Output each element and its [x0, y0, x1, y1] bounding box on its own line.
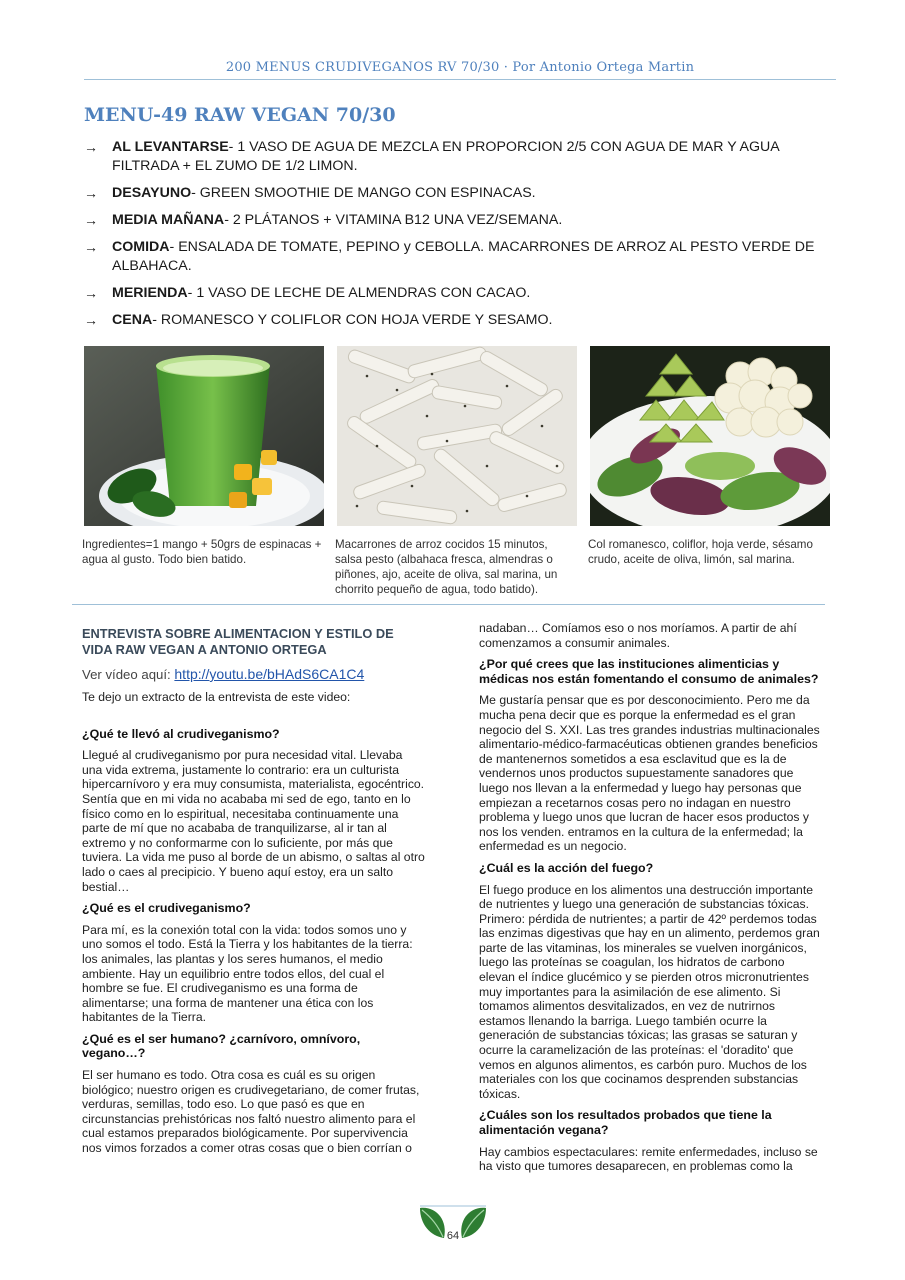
arrow-right-icon: → [84, 212, 98, 228]
video-link[interactable]: http://youtu.be/bHAdS6CA1C4 [174, 666, 365, 682]
menu-item-comida [84, 238, 824, 276]
running-header: 200 MENUS CRUDIVEGANOS RV 70/30 · Por Antonio Ortega Martin [225, 60, 695, 75]
menu-item-label: MERIENDA [112, 285, 188, 301]
pasta-illustration [337, 346, 577, 526]
menu-item-label: DESAYUNO [112, 185, 192, 201]
video-label: Ver vídeo aquí: [82, 667, 175, 682]
menu-item-text: - ENSALADA DE TOMATE, PEPINO y CEBOLLA. MACARRONES DE ARROZ AL PESTO VERDE DE ALBAHACA. [112, 239, 815, 274]
video-line [82, 666, 426, 683]
caption-pasta: Macarrones de arroz cocidos 15 minutos, salsa pesto (albahaca fresca, almendras o piñones, ajo, aceite de oliva, sal marina, un chorrito pequeño de agua, todo batido). [335, 538, 558, 596]
interview-left-column [82, 626, 426, 1163]
menu-item-text: - 2 PLÁTANOS + VITAMINA B12 UNA VEZ/SEMANA. [224, 212, 563, 228]
answer-continuation: nadaban… Comíamos eso o nos moríamos. A partir de ahí comenzamos a consumir animales. [479, 621, 797, 650]
interview-right-column [479, 621, 823, 1181]
arrow-right-icon: → [84, 285, 98, 301]
arrow-right-icon: → [84, 139, 98, 155]
question-heading: ¿Qué te llevó al crudiveganismo? [82, 726, 280, 741]
question-heading: ¿Cuál es la acción del fuego? [479, 860, 654, 875]
photo-romanesco [590, 346, 830, 526]
arrow-right-icon: → [84, 185, 98, 201]
question-heading: ¿Por qué crees que las instituciones alimenticias y médicas nos están fomentando el consumo de animales? [479, 657, 819, 686]
menu-item-media-manana [84, 211, 824, 230]
menu-item-al-levantarse [84, 138, 824, 176]
photo-rice-pasta [337, 346, 577, 526]
question-heading: ¿Cuáles son los resultados probados que tiene la alimentación vegana? [479, 1108, 772, 1137]
caption-smoothie: Ingredientes=1 mango + 50grs de espinacas + agua al gusto. Todo bien batido. [82, 538, 322, 566]
menu-item-merienda [84, 284, 824, 303]
menu-item-cena [84, 311, 824, 330]
menu-title: MENU-49 RAW VEGAN 70/30 [84, 104, 396, 126]
section-rule [72, 604, 825, 605]
interview-title: ENTREVISTA SOBRE ALIMENTACION Y ESTILO DE VIDA RAW VEGAN A ANTONIO ORTEGA [82, 626, 394, 657]
menu-item-label: CENA [112, 312, 153, 328]
page-number: 64 [446, 1230, 460, 1242]
smoothie-illustration [84, 346, 324, 526]
arrow-right-icon: → [84, 312, 98, 328]
answer-paragraph: Me gustaría pensar que es por desconocimiento. Pero me da mucha pena decir que es porque la enfermedad es el gran negocio del S. XXI. Las tres grandes industrias multinacionales alimentario-médico-farmacéuticas obtienen grandes beneficios de mantenernos sometidos a esa esclavitud que es la de vendernos unos productos supuestamente sanadores que luego nos llevan a la enfermedad y luego hay personas que empiezan a recetarnos cosas pero no indagan en nuestro problema y luego unos que lucran de hacer esos productos y nos los venden. entramos en la cultura de la enfermedad; la enfermedad es un negocio. [479, 693, 820, 854]
arrow-right-icon: → [84, 239, 98, 255]
menu-item-desayuno [84, 184, 824, 203]
menu-item-label: MEDIA MAÑANA [112, 212, 225, 228]
answer-paragraph: Hay cambios espectaculares: remite enfermedades, incluso se ha visto que tumores desaparecen, en problemas como la [479, 1144, 818, 1174]
header-rule [84, 79, 836, 80]
photo-green-smoothie [84, 346, 324, 526]
answer-paragraph: Para mí, es la conexión total con la vida: todos somos uno y uno somos el todo. Está la Tierra y los habitantes de la tierra: los animales, las plantas y los seres humanos, el medio ambiente. Hay un equilibrio entre todos ellos, del cual el hombre se fue. El crudiveganismo es una forma de alimentarse; una forma de mantener una ética con los habitantes de la Tierra. [82, 922, 413, 1025]
question-heading: ¿Qué es el crudiveganismo? [82, 901, 251, 916]
menu-item-text: - 1 VASO DE AGUA DE MEZCLA EN PROPORCION 2/5 CON AGUA DE MAR Y AGUA FILTRADA + EL ZUMO DE 1/2 LIMON. [112, 139, 779, 174]
answer-paragraph: El fuego produce en los alimentos una destrucción importante de nutrientes y luego una generación de substancias tóxicas. Primero: pérdida de nutrientes; a partir de 42º perdemos todas las enzimas digestivas que hay en un alimento, perdemos gran parte de las vitaminas, los minerales se vuelven inorgánicos, luego las proteínas se coagulan, los hidratos de carbono elevan el índice glucémico y se pierden otros micronutrientes muy importantes para la asimilación de ese alimento. Si tomamos alimentos desvitalizados, en vez de nutrirnos estamos llenando la barriga. Luego también ocurre la generación de substancias tóxicas; las grasas se saturan y ocurre la caramelización de las proteínas: el 'doradito' que vemos en algunos alimentos, es carbón puro. Muchos de los materiales con los que cocinamos desprenden substancias tóxicas. [479, 882, 820, 1101]
menu-list [84, 138, 824, 338]
menu-item-label: AL LEVANTARSE [112, 139, 229, 155]
menu-item-text: - 1 VASO DE LECHE DE ALMENDRAS CON CACAO. [187, 285, 531, 301]
interview-intro: Te dejo un extracto de la entrevista de este video: [82, 690, 351, 704]
question-heading: ¿Qué es el ser humano? ¿carnívoro, omnívoro, vegano…? [82, 1031, 361, 1061]
menu-item-label: COMIDA [112, 239, 170, 255]
caption-romanesco: Col romanesco, coliflor, hoja verde, sésamo crudo, aceite de oliva, limón, sal marina. [588, 538, 813, 566]
answer-paragraph: El ser humano es todo. Otra cosa es cuál es su origen biológico; nuestro origen es crudivegetariano, de comer frutas, verduras, semillas, todo eso. Lo que pasó es que en circunstancias prehistóricas nos faltó nuestro alimento para el cual estamos preparados biológicamente. Por supervivencia nos vimos forzados a comer otras cosas que o bien corrían o [82, 1068, 420, 1156]
menu-item-text: - GREEN SMOOTHIE DE MANGO CON ESPINACAS. [191, 185, 536, 201]
menu-item-text: - ROMANESCO Y COLIFLOR CON HOJA VERDE Y SESAMO. [152, 312, 553, 328]
answer-paragraph: Llegué al crudiveganismo por pura necesidad vital. Llevaba una vida extrema, justamente lo contrario: era un culturista hipercarnívoro y era muy consumista, materialista, egocéntrico. Sentía que en mi vida no acababa mi sed de ego, tanto en lo físico como en lo espiritual, necesitaba continuamente una parte de mí que no acababa de tranquilizarse, al ir tan al extremo y no conformarme con lo suficiente, por más que tuviera. La vida me puso al borde de un abismo, o saltas al otro lado o caes al precipicio. Y bueno aquí estoy, era un salto bestial… [82, 748, 425, 894]
romanesco-illustration [590, 346, 830, 526]
